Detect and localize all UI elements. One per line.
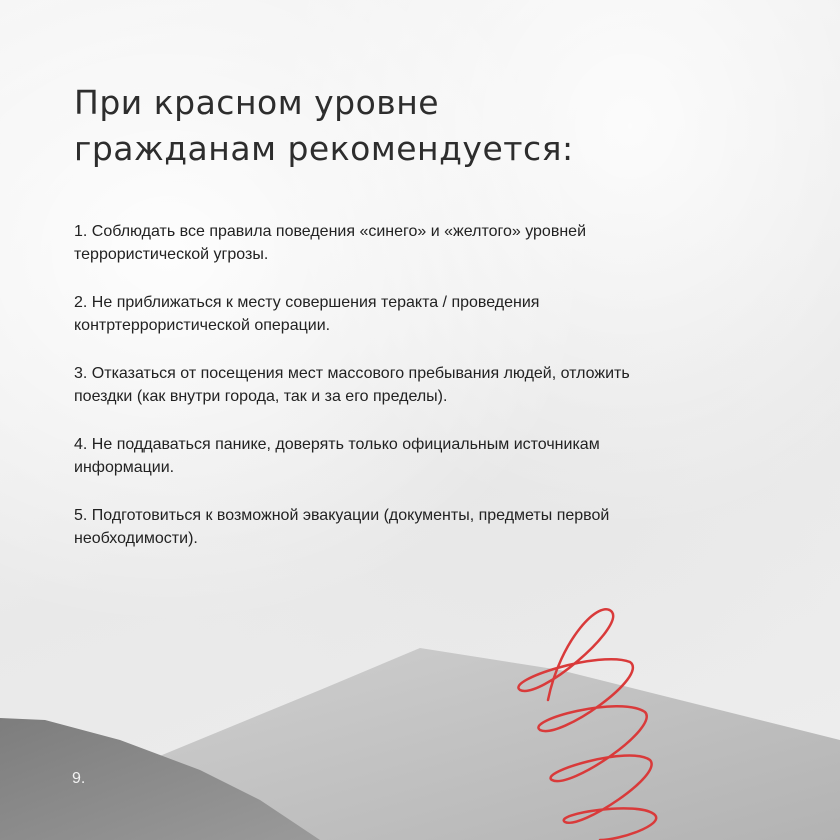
item-1-line-2: террористической угрозы. [74, 246, 269, 263]
list-item [74, 291, 774, 337]
item-5-line-2: необходимости). [74, 530, 198, 547]
title-line-2: гражданам рекомендуется: [74, 129, 574, 168]
title-line-1: При красном уровне [74, 83, 440, 122]
list-item [74, 504, 774, 550]
list-item [74, 362, 774, 408]
item-3-line-1: 3. Отказаться от посещения мест массового пребывания людей, отложить [74, 365, 630, 382]
item-4-line-1: 4. Не поддаваться панике, доверять только официальным источникам [74, 436, 600, 453]
item-1-line-1: 1. Соблюдать все правила поведения «синего» и «желтого» уровней [74, 223, 586, 240]
item-2-line-1: 2. Не приближаться к месту совершения теракта / проведения [74, 294, 540, 311]
list-item [74, 433, 774, 479]
page-title [74, 80, 774, 172]
list-item [74, 220, 774, 266]
page-number: 9. [72, 770, 86, 787]
recommendation-list [74, 220, 774, 575]
item-4-line-2: информации. [74, 459, 175, 476]
item-2-line-2: контртеррористической операции. [74, 317, 331, 334]
item-5-line-1: 5. Подготовиться к возможной эвакуации (документы, предметы первой [74, 507, 610, 524]
item-3-line-2: поездки (как внутри города, так и за его пределы). [74, 388, 448, 405]
